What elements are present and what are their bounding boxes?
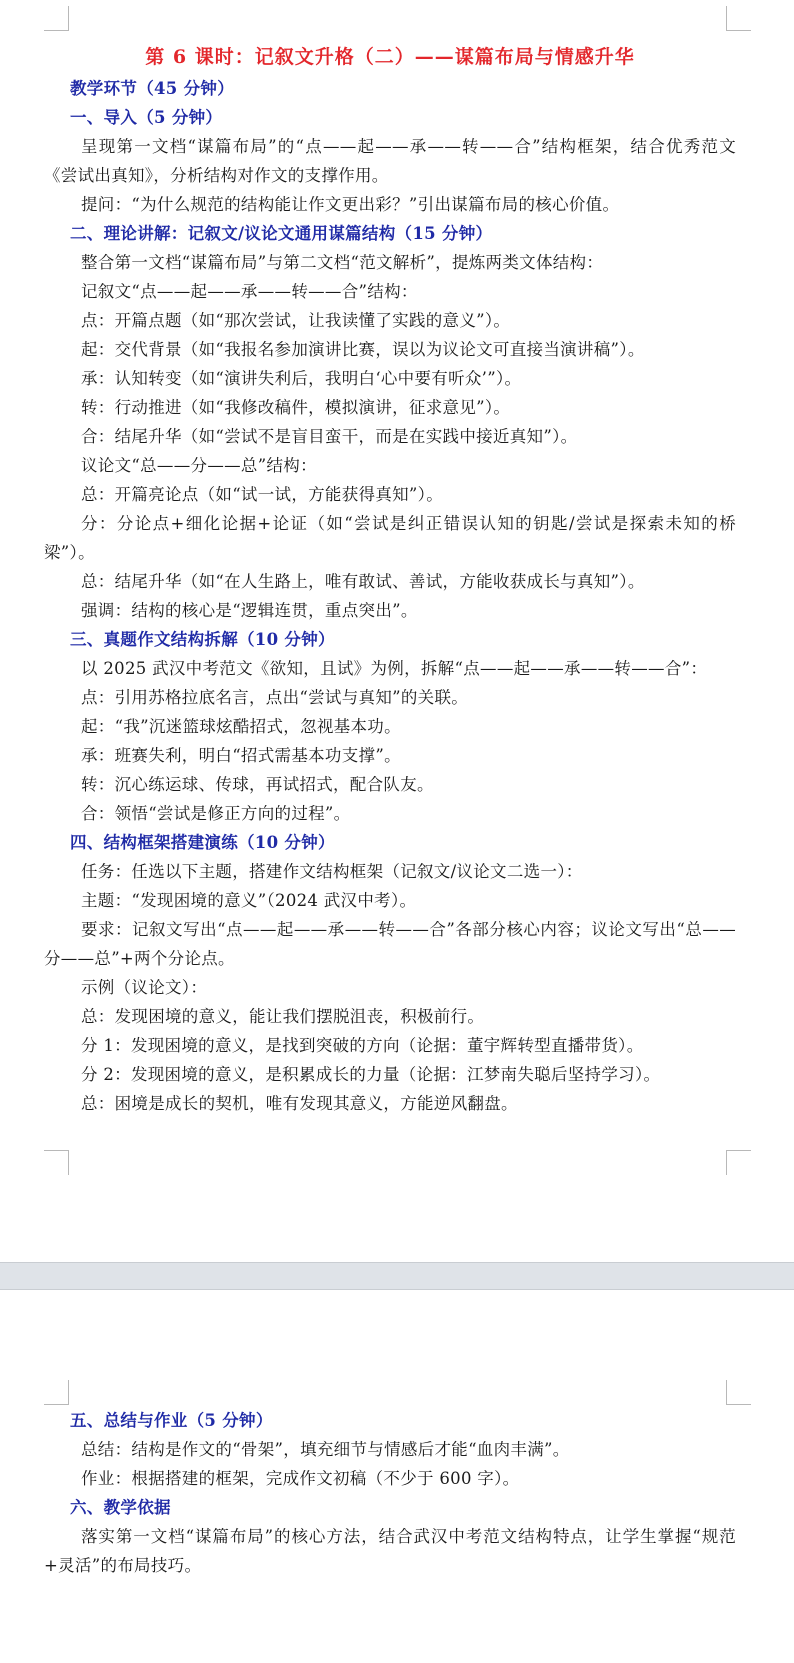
section-4-topic: 主题：“发现困境的意义”（2024 武汉中考）。: [81, 891, 417, 910]
narrative-item: 承：认知转变（如“演讲失利后，我明白‘心中要有听众’”）。: [81, 369, 522, 388]
page-corner-mark: [44, 1150, 69, 1175]
section-1-heading: 一、导入（5 分钟）: [70, 108, 223, 127]
example-item: 分 2：发现困境的意义，是积累成长的力量（论据：江梦南失聪后坚持学习）。: [81, 1065, 661, 1084]
case-item: 合：领悟“尝试是修正方向的过程”。: [81, 804, 351, 823]
argument-item: 总：结尾升华（如“在人生路上，唯有敢试、善试，方能收获成长与真知”）。: [81, 572, 645, 591]
section-1-question: 提问：“为什么规范的结构能让作文更出彩？”引出谋篇布局的核心价值。: [81, 195, 620, 214]
section-3-heading: 三、真题作文结构拆解（10 分钟）: [70, 630, 335, 649]
section-1-paragraph: 呈现第一文档“谋篇布局”的“点——起——承——转——合”结构框架，结合优秀范文《尝试出真知》，分析结构对作文的支撑作用。: [44, 137, 736, 185]
section-5-summary: 总结：结构是作文的“骨架”，填充细节与情感后才能“血肉丰满”。: [81, 1440, 570, 1459]
page-corner-mark: [726, 1380, 751, 1405]
document-page-2: [0, 1290, 794, 1663]
narrative-item: 起：交代背景（如“我报名参加演讲比赛，误以为议论文可直接当演讲稿”）。: [81, 340, 645, 359]
argument-item: 总：开篇亮论点（如“试一试，方能获得真知”）。: [81, 485, 444, 504]
page-corner-mark: [726, 6, 751, 31]
page-2-content: [44, 1406, 736, 1580]
page-1-content: [44, 42, 736, 1118]
case-item: 转：沉心练运球、传球，再试招式，配合队友。: [81, 775, 434, 794]
page-corner-mark: [726, 1150, 751, 1175]
section-5-heading: 五、总结与作业（5 分钟）: [70, 1411, 273, 1430]
page-corner-mark: [44, 6, 69, 31]
section-2-intro: 整合第一文档“谋篇布局”与第二文档“范文解析”，提炼两类文体结构：: [81, 253, 604, 272]
argument-item: 分：分论点+细化论据+论证（如“尝试是纠正错误认知的钥匙/尝试是探索未知的桥梁”）。: [44, 514, 736, 562]
narrative-structure-title: 记叙文“点——起——承——转——合”结构：: [81, 282, 418, 301]
section-6-paragraph: 落实第一文档“谋篇布局”的核心方法，结合武汉中考范文结构特点，让学生掌握“规范+灵活”的布局技巧。: [44, 1527, 736, 1575]
section-6-heading: 六、教学依据: [70, 1498, 171, 1517]
teaching-steps-heading: 教学环节（45 分钟）: [70, 79, 235, 98]
document-title: 第 6 课时：记叙文升格（二）——谋篇布局与情感升华: [145, 46, 635, 68]
section-2-heading: 二、理论讲解：记叙文/议论文通用谋篇结构（15 分钟）: [70, 224, 493, 243]
narrative-item: 转：行动推进（如“我修改稿件，模拟演讲，征求意见”）。: [81, 398, 511, 417]
case-item: 点：引用苏格拉底名言，点出“尝试与真知”的关联。: [81, 688, 469, 707]
narrative-item: 点：开篇点题（如“那次尝试，让我读懂了实践的意义”）。: [81, 311, 511, 330]
argument-structure-title: 议论文“总——分——总”结构：: [81, 456, 317, 475]
example-title: 示例（议论文）：: [81, 978, 208, 997]
example-item: 分 1：发现困境的意义，是找到突破的方向（论据：董宇辉转型直播带货）。: [81, 1036, 644, 1055]
page-corner-mark: [44, 1380, 69, 1405]
case-item: 起：“我”沉迷篮球炫酷招式，忽视基本功。: [81, 717, 401, 736]
example-item: 总：困境是成长的契机，唯有发现其意义，方能逆风翻盘。: [81, 1094, 518, 1113]
section-5-homework: 作业：根据搭建的框架，完成作文初稿（不少于 600 字）。: [81, 1469, 520, 1488]
narrative-item: 合：结尾升华（如“尝试不是盲目蛮干，而是在实践中接近真知”）。: [81, 427, 578, 446]
case-item: 承：班赛失利，明白“招式需基本功支撑”。: [81, 746, 401, 765]
section-4-requirement: 要求：记叙文写出“点——起——承——转——合”各部分核心内容；议论文写出“总——分——总”+两个分论点。: [44, 920, 736, 968]
section-3-intro: 以 2025 武汉中考范文《欲知，且试》为例，拆解“点——起——承——转——合”：: [81, 659, 708, 678]
section-4-heading: 四、结构框架搭建演练（10 分钟）: [70, 833, 335, 852]
section-4-task: 任务：任选以下主题，搭建作文结构框架（记叙文/议论文二选一）：: [81, 862, 583, 881]
section-2-emphasis: 强调：结构的核心是“逻辑连贯，重点突出”。: [81, 601, 418, 620]
example-item: 总：发现困境的意义，能让我们摆脱沮丧，积极前行。: [81, 1007, 485, 1026]
page-separator: [0, 1262, 794, 1290]
